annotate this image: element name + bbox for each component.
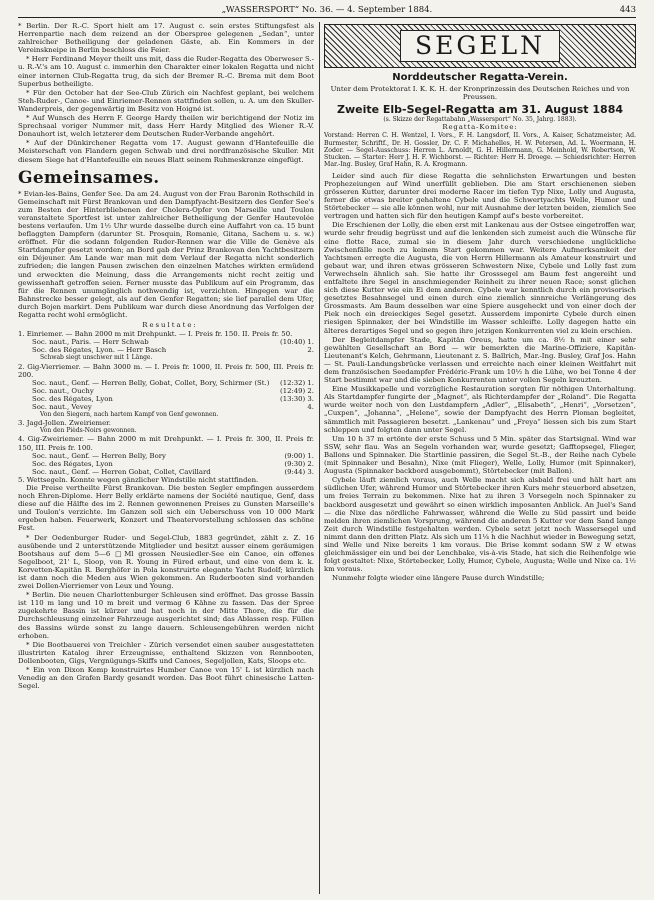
regatta-subtitle: (s. Skizze der Regattabahn „Wassersport“ No. 35, Jahrg. 1883). [383,116,577,124]
result-note: Von den Pièds-Noirs gewonnen. [40,427,137,435]
right-column [324,22,636,894]
result-crew: Soc. des Régates, Lyon [32,394,113,403]
journal-header: „WASSERSPORT“ No. 36. — 4. September 1884. [221,5,433,15]
result-row [18,468,314,476]
page-number: 443 [619,5,636,15]
results-heading: Resultate: [142,321,198,330]
result-time: (9:00) 1. [284,451,314,460]
article-paragraph: Eine Musikkapelle und vorzügliche Restauration sorgten für nöthigen Unterhaltung. Als Startdampfer fungirte der „Magnet“, als Richterdampfer der „Roland“. Die Regatta wurde weiter noch von den Lustdampfern „Adler“, „Elisabeth“, „Henri“, „Vorsetzen“, „Cuxpen“, „Johanna“, „Helene“, sowie der Dampfyacht des Herrn Ploman begleitet, sämmtlich mit Passagieren besetzt. „Lankenau“ und „Freya“ liessen sich bis zum Start schleppen und folgten dann unter Segel. [324,385,636,434]
result-time: (9:44) 3. [284,467,314,476]
result-row [18,460,314,468]
protectorate-line: Unter dem Protektorat I. K. K. H. der Kronprinzessin des Deutschen Reiches und von Preussen. [330,85,630,102]
result-crew: Soc. naut., Ouchy [32,386,94,395]
news-item: * Auf Wunsch des Herrn F. George Hardy theilen wir berichtigend der Notiz im Sprechsaal voriger Nummer mit, dass Herr Hardy Mitglied des Wiener R.-V. Donauhort ist, welch letzterer dem Deutschen Ruder-Verbande angehört. [18,114,314,139]
result-crew: Soc. naut., Paris. — Herr Schwab [32,338,149,347]
result-row [18,346,314,354]
evian-report: * Evian-les-Bains, Genfer See. Da am 24. August von der Frau Baronin Rothschild in Gemeinschaft mit Fürst Brankovan und den Dampfyacht-Besitzern des Genfer See's zum Besten der Hinterbliebenen der Cholera-Opfer von Marseille und Toulon veranstaltete Sportfest ist unter zahlreicher Betheiligung der Genfer Hautevolée bestens verlaufen. Um 1½ Uhr wurde dasselbe durch eine Auffahrt von ca. 15 bunt beflaggten Dampfern (darunter St. Prosquin, Romanie, Gitana, Sachem u. s. w.) eröffnet. Für die sodann folgenden Ruder-Rennen war die Ville de Genève als Startdampfer gesetzt worden; an Bord gab der Prinz Brankovan den Yachtbesitzern ein Déjeuner. Am Lande war man mit dem Verlauf der Regatta nicht sonderlich zufrieden; die langen Pausen zwischen den einzelnen Matches wirkten ermüdend und erweckten die Meinung, dass die Arrangements nicht recht zeitig und gewissenhaft getroffen seien. Ferner musste das Publikum auf ein Programm, das für die Rennen unumgänglich nothwendig ist, verzichten. Hingegen war die Bahnstrecke besser gelegt, als auf den Genfer Regatten; sie lief parallel dem Ufer, durch Bojen markirt. Dem Publikum war durch diese Anordnung das Verfolgen der Regatta recht wohl ermöglicht. [18,189,314,319]
news-item: * Berlin. Der R.-C. Sport hielt am 17. August c. sein erstes Stiftungsfest als Herrenpartie nach dem reizend an der Oberspree gelegenen „Sedan“, unter zahlreicher Betheiligung der geladenen Gäste, ab. Ein Kommers in der Vereinskneipe in Berlin beschloss die Feier. [18,22,314,55]
article-paragraph: Um 10 h 37 m ertönte der erste Schuss und 5 Min. später das Startsignal. Wind war SSW, sehr flau. Was an Segeln vorhanden war, wurde gesetzt; Gafftopsegel, Flieger, Ballons und Spinnaker. Die Startlinie passiren, die Segel St.-B., der Reihe nach Cybele (mit Spinnaker und Besahn), Nixe (mit Flieger), Welle, Lolly, Humor (mit Spinnaker), Augusta (Spinnaker backbord ausgebommt), Störtebecker (mit Ballon). [324,434,636,476]
result-row [18,395,314,403]
result-note: Schwab siegt unschwer mit 1 Länge. [40,354,153,362]
article-paragraph: Der Begleitdampfer Stade, Kapitän Oreus, hatte um ca. 8½ h mit einer sehr gewählten Gesellschaft an Bord — wir bemerkten die Marine-Offiziere, Kapitän-Lieutenant's Kelch, Gehrmann, Lieutenant z. S. Ballrich, Mar.-Ing. Busley, Graf Jos. Hahn — St. Pauli-Landungsbrücke verlassen und erreichte nach einer kleinen Weitfahrt mit dem französischen Seedampfer Frédéric-Frank um 10½ h die Lühe, wo bei Tonne 4 der Start bestimmt war und die sieben Konkurrenten unter vollen Segeln kreuzten. [324,335,636,385]
organization-title: Norddeutscher Regatta-Verein. [392,72,568,83]
committee-list: Vorstand: Herren C. H. Wentzel, I. Vors., F. H. Langsdorf, II. Vors., A. Kaiser, Schatzmeister, Ad. Burmester, Schriftf., Dr. H. Gossler, Dr. C. F. Michahelles, H. W. Petersen, Ad. L. Woermann, H. Zoder. — Segel-Ausschuss: Herren L. Arnoldt, G. H. Hillermann, G. Meinhold, W. Robertson, W. Stucken. — Starter: Herr J. H. F. Wichborst. — Richter: Herr H. Droege. — Schiedsrichter: Herren Mar.-Ing. Busley, Graf Hahn, R. A. Krogmann. [324,132,636,169]
result-note: Von den Siegern, nach hartem Kampf von Genf gewonnen. [40,411,219,419]
left-column [18,22,314,894]
page-header [18,4,636,16]
race-title: 3. Jagd-Jollen. Zweiriemer. [18,419,111,428]
article-paragraph: Cybele läuft ziemlich voraus, auch Welle macht sich alsbald frei und hält hart am südlichen Ufer, während Humor und Störtebecker ihren Kurs mehr steuerbord absetzen, um freies Terrain zu bekommen. Nixe hat zu ihren 3 Vorsegeln noch Spinnaker zu backbord ausgesetzt und gewährt so einen wirklich imposanten Anblick. An Juel's Sand — die Nixe das nördliche Fahrwasser, während die Welle zu Süd passirt und beide melden ihren ziemlichen Vorsprung, während die anderen 5 Kutter vor dem Sand lange Zeit durch Windstille festgehalten werden. Cybele setzt jetzt noch Wassersegel und nimmt dann den dritten Platz. Als sich um 11¼ h die Nachhut wieder in Bewegung setzt, sind Welle und Nixe bereits 1 km voraus. Die Brise kommt sodann SW z W etwas gleichmässiger ein und bei der Lenchbake, vis-à-vis Stade, hat sich die Reihenfolge wie folgt gestaltet: Nixe, Störtebecker, Lolly, Humor, Cybele, Augusta; Welle und Nixe ca. 1½ km voraus. [324,476,636,574]
news-item: * Berlin. Die neuen Charlottenburger Schleusen sind eröffnet. Das grosse Bassin ist 110 m lang und 10 m breit und vermag 6 Kähne zu fassen. Das der Spree zugekehrte Bassin ist kürzer und hat noch in der Mitte Thore, die für die Durchschleusung einzelner Fahrzeuge ausgerichtet sind; das Ablassen resp. Füllen des Bassins würde sonst zu lange dauern. Schleusengebühren werden nicht erhoben. [18,591,314,640]
result-time: (9:30) 2. [284,459,314,468]
news-item: * Der Oedenburger Ruder- und Segel-Club, 1883 gegründet, zählt z. Z. 16 ausübende und 2 unterstützende Mitglieder und besitzt ausser einem geräumigen Bootshaus auf dem 5—6 □Ml grossen Neusiedler-See ein Canoe, ein offenes Segelboot, 21' L, Sloop, von R. Young in Füred erbaut, und eine von dem k. k. Korvetten-Kapitän R. Berghöfer in Pola konstruirte elegante Yacht Rudolf; kürzlich ist dann noch die Meden aus Wien gekommen. An Ruderbooten sind vorhanden zwei Dollen-Vierriemer von Leux und Young. [18,533,314,591]
race-title: 4. Gig-Zweiriemer. — Bahn 2000 m mit Drehpunkt. — I. Preis fr. 300, II. Preis fr. 150, III. Preis fr. 100. [18,435,314,452]
article-paragraph: Die Erschienen der Lolly, die eben erst mit Lankenau aus der Ostsee eingetroffen war, wurde sehr freudig begrüsst und auf die lenkenden sich zumeist auch die Wünsche für eine flotte Race, zumal sie in diesem Jahr durch verschiedene unglückliche Zwischenfälle noch zu keinem Start gekommen war. Weitere Aufmerksamkeit der Yachtsmen erregte die Augusta, die von Herrn Hillermann als Amateur konstruirt und gebaut war, und ihren etwas grösseren Schwestern Nixe, Cybele und Lolly fast zum Verwechseln ähnlich sah. Sie hatte ihr Grosssegel am Baum fest angereiht und entfaltete ihre Segel in anschmiegender Reinheit zu ihrer neuen Race; sonst glichen sich diese Kutter wie ein Ei dem anderen. Cybele war kenntlich durch ein provisorisch gesetztes Besahnsegel und einen durch eine ziemlich sinnreiche Verlängerung des Grossmasts. Am Baum desselben war eine Spiere ausgeheckt und von einer doch der Piek noch ein dreieckiges Segel gesetzt. Ausserdem imponirte Cybele durch einen riesigen Spinnaker, der bei Windstille im Wasser schleifte. Lolly dagegen hatte ein älteres derartiges Segel und so gegen ihre jetzigen Konkurrenten viel zu klein erschien. [324,221,636,335]
result-crew: Soc. naut., Genf. — Herren Belly, Bory [32,451,166,460]
result-crew: Soc. naut., Genf. — Herren Gobat, Collet, Cavillard [32,467,211,476]
news-item: * Herr Ferdinand Meyer theilt uns mit, dass die Ruder-Regatta des Oberweser S.- u. R.-V.'s am 10. August c. immerhin den Charakter einer lokalen Regatta und nicht einer internen Club-Regatta trug, da sich der Bremer R.-C. Brema mit dem Boot Superbus betheiligte. [18,55,314,88]
news-item: * Die Bootbauerei von Treichler - Zürich versendet einen sauber ausgestatteten illustrirten Katalog ihrer Erzeugnisse, enthaltend Skizzen von Rennbooten, Dollenbooten, Gigs, Vergnügungs-Skiffs und Canoes, Segeljollen, Kats, Sloops etc. [18,640,314,665]
result-time: (13:30) 3. [280,394,314,403]
banner-title: SEGELN [400,30,560,62]
result-time: 2. [307,346,314,355]
result-crew: Soc. naut., Genf. — Herren Belly, Gobat, Collet, Bory, Schirmer (St.) [32,378,270,387]
result-row [18,452,314,460]
result-crew: Soc. naut., Vevey [32,403,92,412]
header-rule [18,17,636,18]
section-heading: Gemeinsames. [18,167,160,188]
result-row [18,403,314,411]
result-time: 4. [307,403,314,412]
result-time: (10:40) 1. [280,338,314,347]
result-row [18,379,314,387]
committee-heading: Regatta-Komitee: [442,123,518,132]
race-title: 2. Gig-Vierriemer. — Bahn 3000 m. — I. Preis fr. 1000, II. Preis fr. 500, III. Preis fr. 200. [18,362,314,379]
race-title: 1. Einriemer. — Bahn 2000 m mit Drehpunkt. — I. Preis fr. 150. II. Preis fr. 50. [18,330,293,339]
column-divider [319,22,320,894]
race-results [18,330,314,476]
news-item: * Für den October hat der See-Club Zürich ein Nachfest geplant, bei welchem Steh-Ruder-, Canoe- und Einriemer-Rennen stattfinden sollen, u. A. um den Skuller-Wanderpreis, der gegenwärtig im Besitz von Hoigné ist. [18,88,314,113]
race-title: 5. Wettsegeln. Konnte wegen gänzlicher Windstille nicht stattfinden. [18,475,259,484]
regatta-title: Zweite Elb-Segel-Regatta am 31. August 1884 [336,103,624,117]
news-item: * Ein von Dixon Kemp konstruirtes Humber Canoe von 15' L ist kürzlich nach Venedig an den Grafen Bardy gesandt worden. Das Boot führt chinesische Latten-Segel. [18,666,314,691]
article-paragraph: Nunmehr folgte wieder eine längere Pause durch Windstille; [332,574,545,583]
section-banner [324,24,636,68]
result-time: (12:49) 2. [280,386,314,395]
result-crew: Soc. des Régates, Lyon [32,459,113,468]
result-crew: Soc. des Régates, Lyon. — Herr Basch [32,346,167,355]
evian-closing: Die Preise vertheilte Fürst Brankovan. Die besten Segler empfingen ausserdem noch Ehren-Diplome. Herr Belly erklärte namens der Société nautique, Genf, dass diese auf die Hälfte des im 2. Rennen gewonnenen Preises zu Gunsten Marseille's und Toulon's verzichte. Im Ganzen soll sich ein Ueberschuss von 10 000 Mark ergeben haben. Feuerwerk, Konzert und Theatervorstellung schlossen das schöne Fest. [18,483,314,533]
result-row [18,338,314,346]
news-item: * Auf der Dünkirchener Regatta vom 17. August gewann d'Hantefeuille die Meisterschaft von Flandern gegen Schwab und drei nordfranzösische Skuller. Mit diesem Siege hat d'Hantefeuille ein neues Blatt seinem Ruhmeskranze eingefügt. [18,139,314,164]
result-row [18,387,314,395]
article-paragraph: Leider sind auch für diese Regatta die sehnlichsten Erwartungen und besten Prophezeiungen auf Wind unerfüllt geblieben. Die am Start erschienenen sieben grösseren Kutter, darunter drei moderne Racer im tiefen Typ Nixe, Lolly und Augusta, ferner die etwas breiter gehaltene Cybele und die Schwertyachts Welle, Humor und Störtebecker — sie alle können wohl, nur mit Ausnahme der letzten beiden, ziemlich See vertragen und hatten sich für den heutigen Kampf auf's beste vorbereitet. [324,171,636,221]
result-time: (12:32) 1. [280,378,314,387]
